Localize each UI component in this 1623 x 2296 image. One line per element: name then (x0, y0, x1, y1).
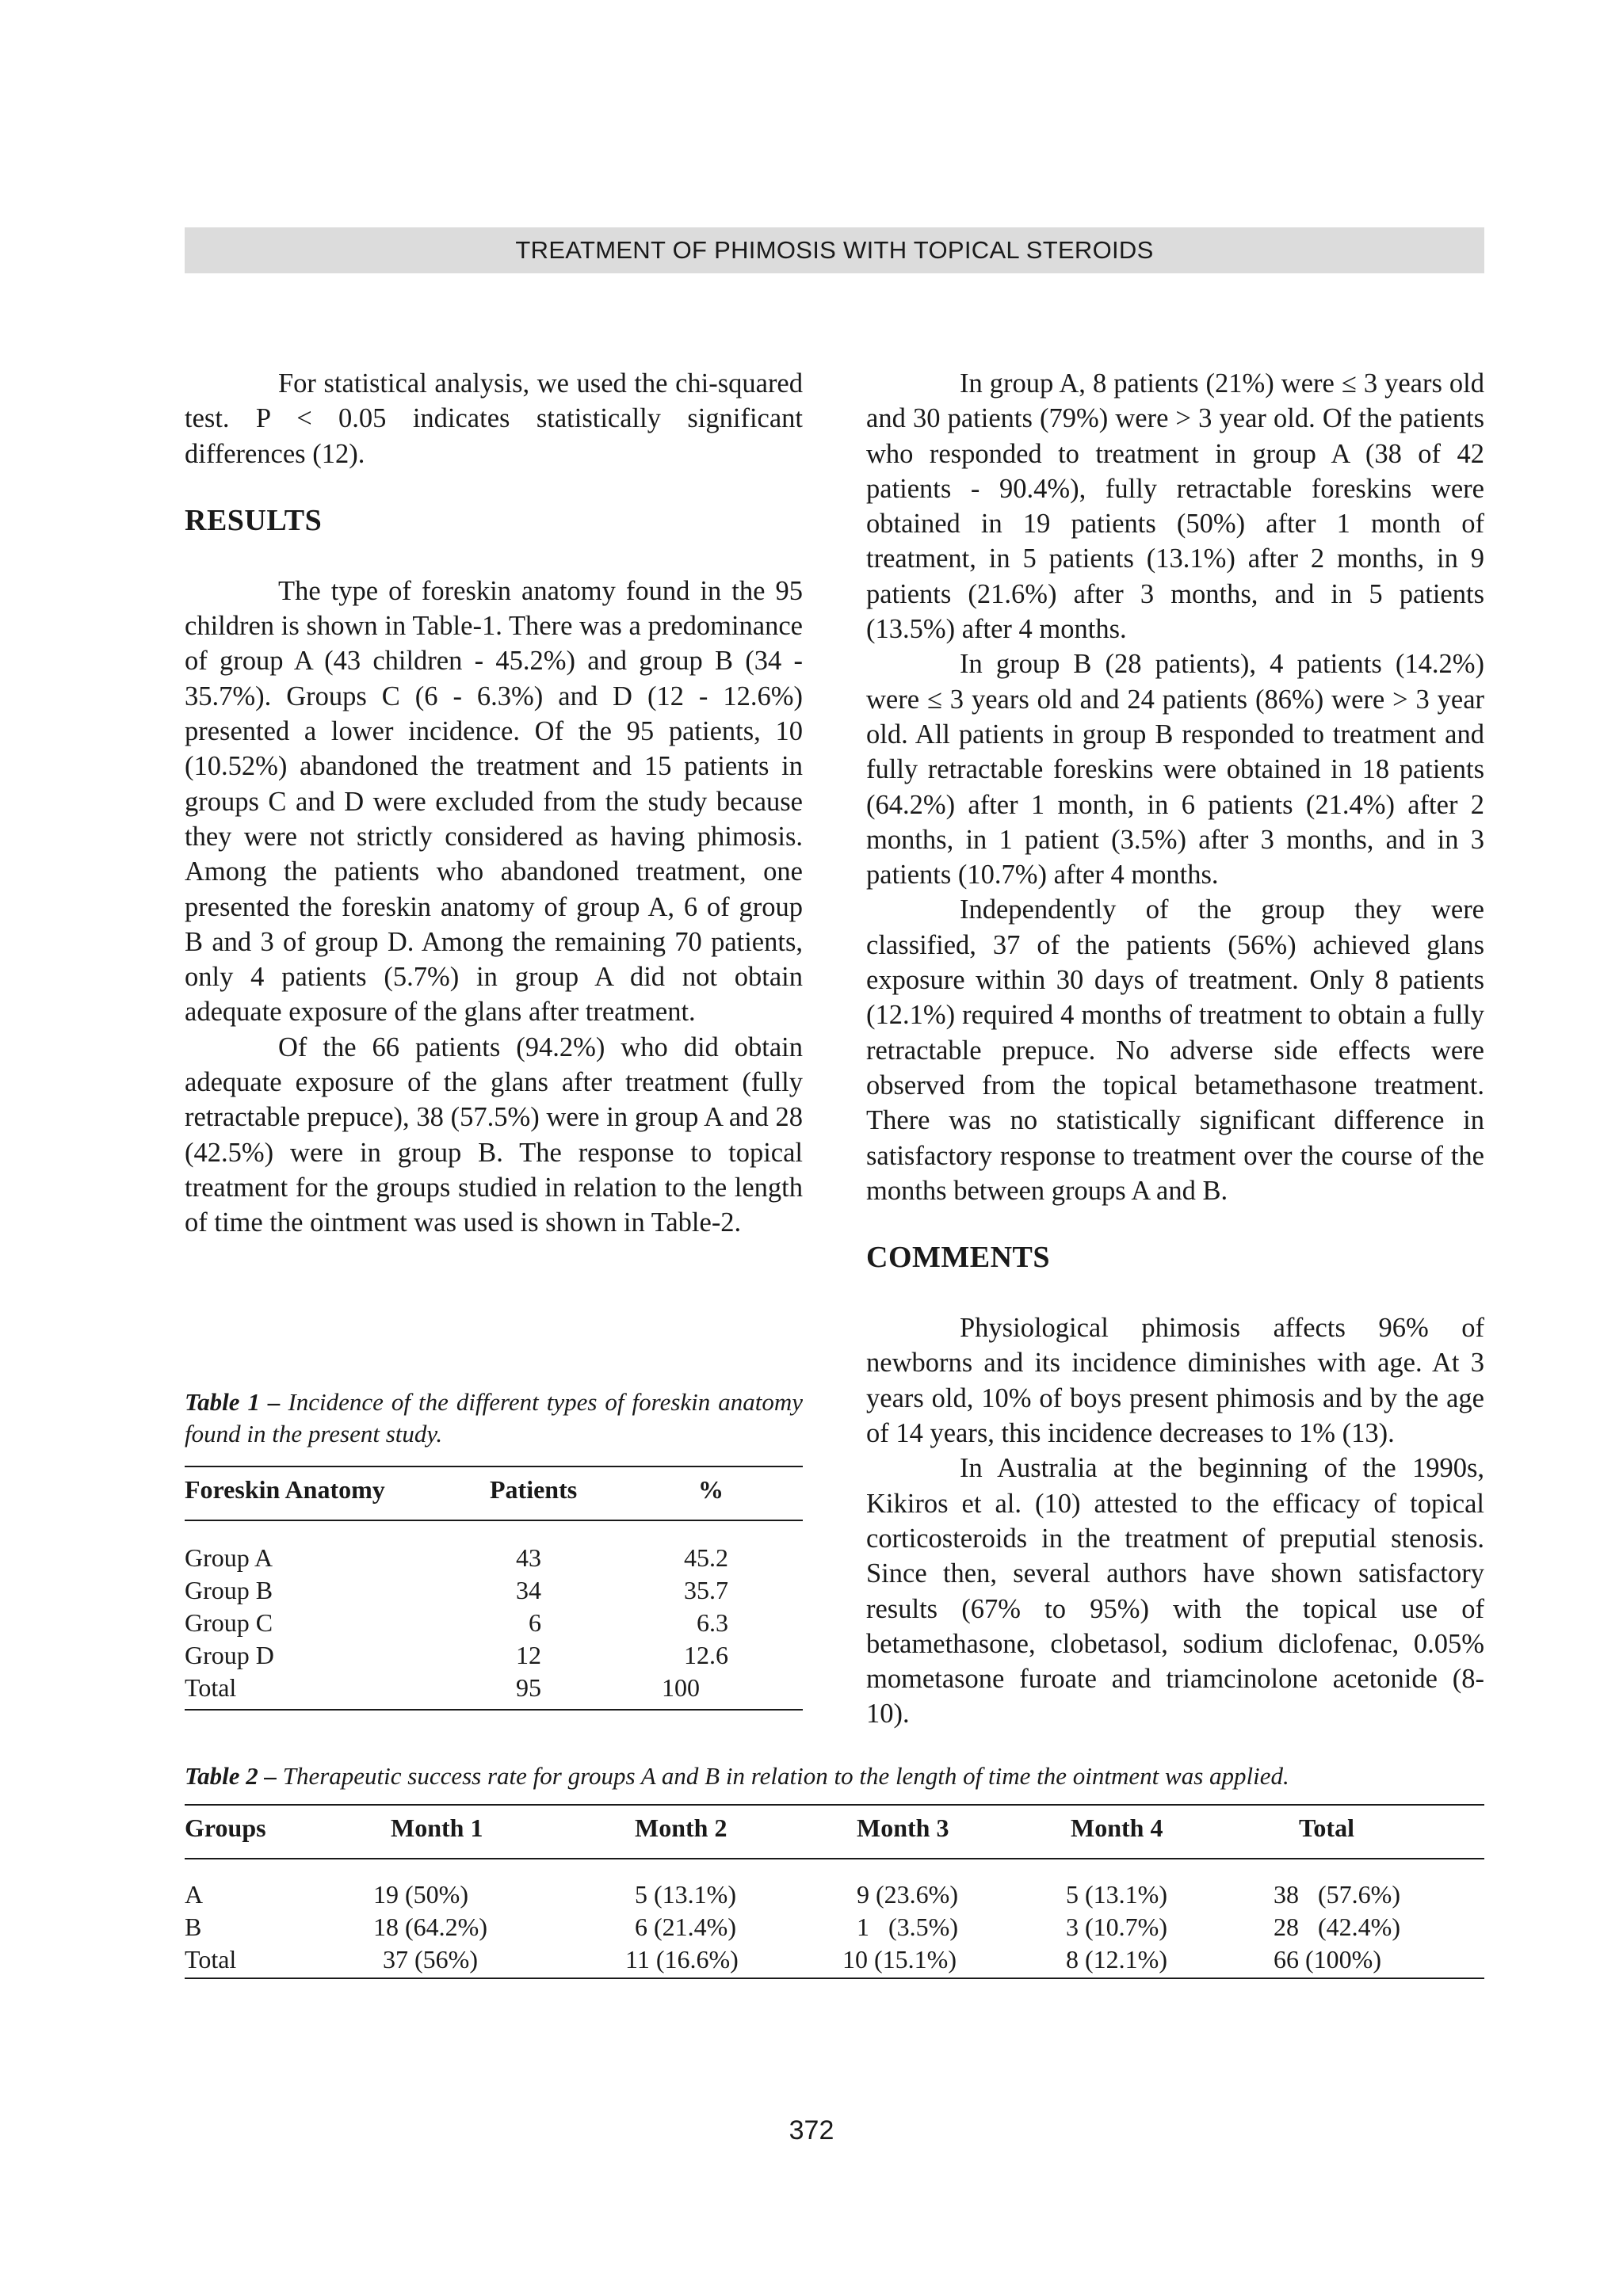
table2-header-total: Total (1299, 1814, 1354, 1842)
page-number: 372 (789, 2115, 834, 2145)
table2-row-total-month2: 11 (16.6%) (625, 1945, 739, 1974)
group-b-paragraph: In group B (28 patients), 4 patients (14.2%) were ≤ 3 years old and 24 patients (86%) were > 3 year old. All patients in group B responded to treatment and fully retractable foreskins were obtained in 18 patients (64.2%) after 1 month, in 6 patients (21.4%) after 2 months, in 1 patient (3.5%) after 3 months, and in 3 patients (10.7%) after 4 months. (866, 649, 1484, 891)
running-head: TREATMENT OF PHIMOSIS WITH TOPICAL STEROIDS (185, 227, 1484, 273)
table1-header-anatomy: Foreskin Anatomy (185, 1475, 385, 1504)
left-column (185, 366, 803, 1241)
table1-header-patients: Patients (490, 1475, 578, 1504)
table2-row-a-month3: 9 (23.6%) (857, 1880, 958, 1909)
table1-header-percent: % (698, 1475, 724, 1504)
table1 (185, 1474, 803, 1727)
table1-row-c-label: Group C (185, 1608, 273, 1637)
group-a-paragraph: In group A, 8 patients (21%) were ≤ 3 years old and 30 patients (79%) were > 3 year old. Of the patients who responded to treatment in group A (38 of 42 patients - 90.4%), fully retractable foreskins were obtained in 19 patients (50%) after 1 month of treatment, in 5 patients (13.1%) after 2 months, in 9 patients (21.6%) after 3 months, and in 5 patients (13.5%) after 4 months. (866, 368, 1484, 645)
results-paragraph-2: Of the 66 patients (94.2%) who did obtain adequate exposure of the glans after treatment (fully retractable prepuce), 38 (57.5%) were in group A and 28 (42.5%) were in group B. The response to topical treatment for the groups studied in relation to the length of time the ointment was used is shown in Table-2. (185, 1032, 803, 1238)
table1-row-b-patients: 34 (516, 1576, 541, 1604)
table1-row-a-percent: 45.2 (684, 1543, 728, 1572)
table2-row-b-month4: 3 (10.7%) (1066, 1913, 1167, 1941)
table1-row-a-patients: 43 (516, 1543, 541, 1572)
right-column (866, 366, 1484, 1732)
results-paragraph-1: The type of foreskin anatomy found in the 95 children is shown in Table-1. There was a predominance of group A (43 children - 45.2%) and group B (34 - 35.7%). Groups C (6 - 6.3%) and D (12 - 12.6%) presented a lower incidence. Of the 95 patients, 10 (10.52%) abandoned the treatment and 15 patients in groups C and D were excluded from the study because they were not strictly considered as having phimosis. Among the patients who abandoned treatment, one presented the foreskin anatomy of group A, 6 of group B and 3 of group D. Among the remaining 70 patients, only 4 patients (5.7%) in group A did not obtain adequate exposure of the glans after treatment. (185, 575, 803, 1028)
table2-row-total-month3: 10 (15.1%) (842, 1945, 957, 1974)
table2-row-total-month4: 8 (12.1%) (1066, 1945, 1167, 1974)
table2-row-a-month2: 5 (13.1%) (635, 1880, 736, 1909)
summary-paragraph: Independently of the group they were classified, 37 of the patients (56%) achieved glans exposure within 30 days of treatment. Only 8 patients (12.1%) required 4 months of treatment to obtain a fully retractable prepuce. No adverse side effects were observed from the topical betamethasone treatment. There was no statistically significant difference in satisfactory response to treatment over the course of the months between groups A and B. (866, 894, 1484, 1206)
comments-paragraph-1: Physiological phimosis affects 96% of newborns and its incidence diminishes with age. At 3 years old, 10% of boys present phimosis and by the age of 14 years, this incidence decreases to 1% (13). (866, 1313, 1484, 1449)
table1-row-c-patients: 6 (529, 1608, 541, 1637)
table1-bottom-rule (185, 1709, 803, 1711)
table2-caption-text: Therapeutic success rate for groups A and B in relation to the length of time the ointment was applied. (282, 1762, 1289, 1790)
table1-top-rule (185, 1466, 803, 1467)
table2-header-month3: Month 3 (857, 1814, 949, 1842)
table2-header-month2: Month 2 (635, 1814, 727, 1842)
table2-caption (185, 1760, 1484, 1792)
table1-row-a-label: Group A (185, 1543, 273, 1572)
table1-row-b-label: Group B (185, 1576, 273, 1604)
table1-row-c-percent: 6.3 (697, 1608, 728, 1637)
table1-row-d-percent: 12.6 (684, 1641, 728, 1669)
table2-row-a-total: 38 (57.6%) (1274, 1880, 1400, 1909)
results-heading: RESULTS (185, 503, 323, 537)
table2-row-a-month1: 19 (50%) (373, 1880, 468, 1909)
table2-row-total-total: 66 (100%) (1274, 1945, 1381, 1974)
table2-label: Table 2 – (185, 1762, 277, 1790)
table1-row-d-patients: 12 (516, 1641, 541, 1669)
table2-header-month4: Month 4 (1071, 1814, 1163, 1842)
table1-row-b-percent: 35.7 (684, 1576, 728, 1604)
table2-row-b-group: B (185, 1913, 202, 1941)
table2-row-b-month2: 6 (21.4%) (635, 1913, 736, 1941)
table2-row-a-group: A (185, 1880, 204, 1909)
table1-label: Table 1 – (185, 1388, 281, 1416)
table2-row-total-month1: 37 (56%) (383, 1945, 478, 1974)
table2-bottom-rule (185, 1978, 1484, 1979)
table1-caption (185, 1386, 803, 1450)
comments-heading: COMMENTS (866, 1241, 1050, 1275)
table2-row-b-month1: 18 (64.2%) (373, 1913, 487, 1941)
table2 (185, 1812, 1484, 2002)
table1-row-total-patients: 95 (516, 1673, 541, 1702)
table1-row-total-percent: 100 (662, 1673, 700, 1702)
table2-top-rule (185, 1804, 1484, 1806)
table1-header-rule (185, 1520, 803, 1521)
methods-paragraph: For statistical analysis, we used the chi-squared test. P < 0.05 indicates statistically significant differences (12). (185, 368, 803, 469)
table2-row-b-total: 28 (42.4%) (1274, 1913, 1400, 1941)
table2-header-groups: Groups (185, 1814, 266, 1842)
table2-row-a-month4: 5 (13.1%) (1066, 1880, 1167, 1909)
table2-header-month1: Month 1 (391, 1814, 483, 1842)
table1-caption-text: Incidence of the different types of foreskin anatomy found in the present study. (185, 1388, 804, 1447)
table1-row-d-label: Group D (185, 1641, 274, 1669)
comments-paragraph-2: In Australia at the beginning of the 1990s, Kikiros et al. (10) attested to the efficacy of topical corticosteroids in the treatment of preputial stenosis. Since then, several authors have shown satisfactory results (67% to 95%) with the topical use of betamethasone, clobetasol, sodium diclofenac, 0.05% mometasone furoate and triamcinolone acetonide (8-10). (866, 1453, 1484, 1730)
table2-row-total-group: Total (185, 1945, 237, 1974)
table1-row-total-label: Total (185, 1673, 237, 1702)
table2-row-b-month3: 1 (3.5%) (857, 1913, 958, 1941)
table2-header-rule (185, 1858, 1484, 1859)
